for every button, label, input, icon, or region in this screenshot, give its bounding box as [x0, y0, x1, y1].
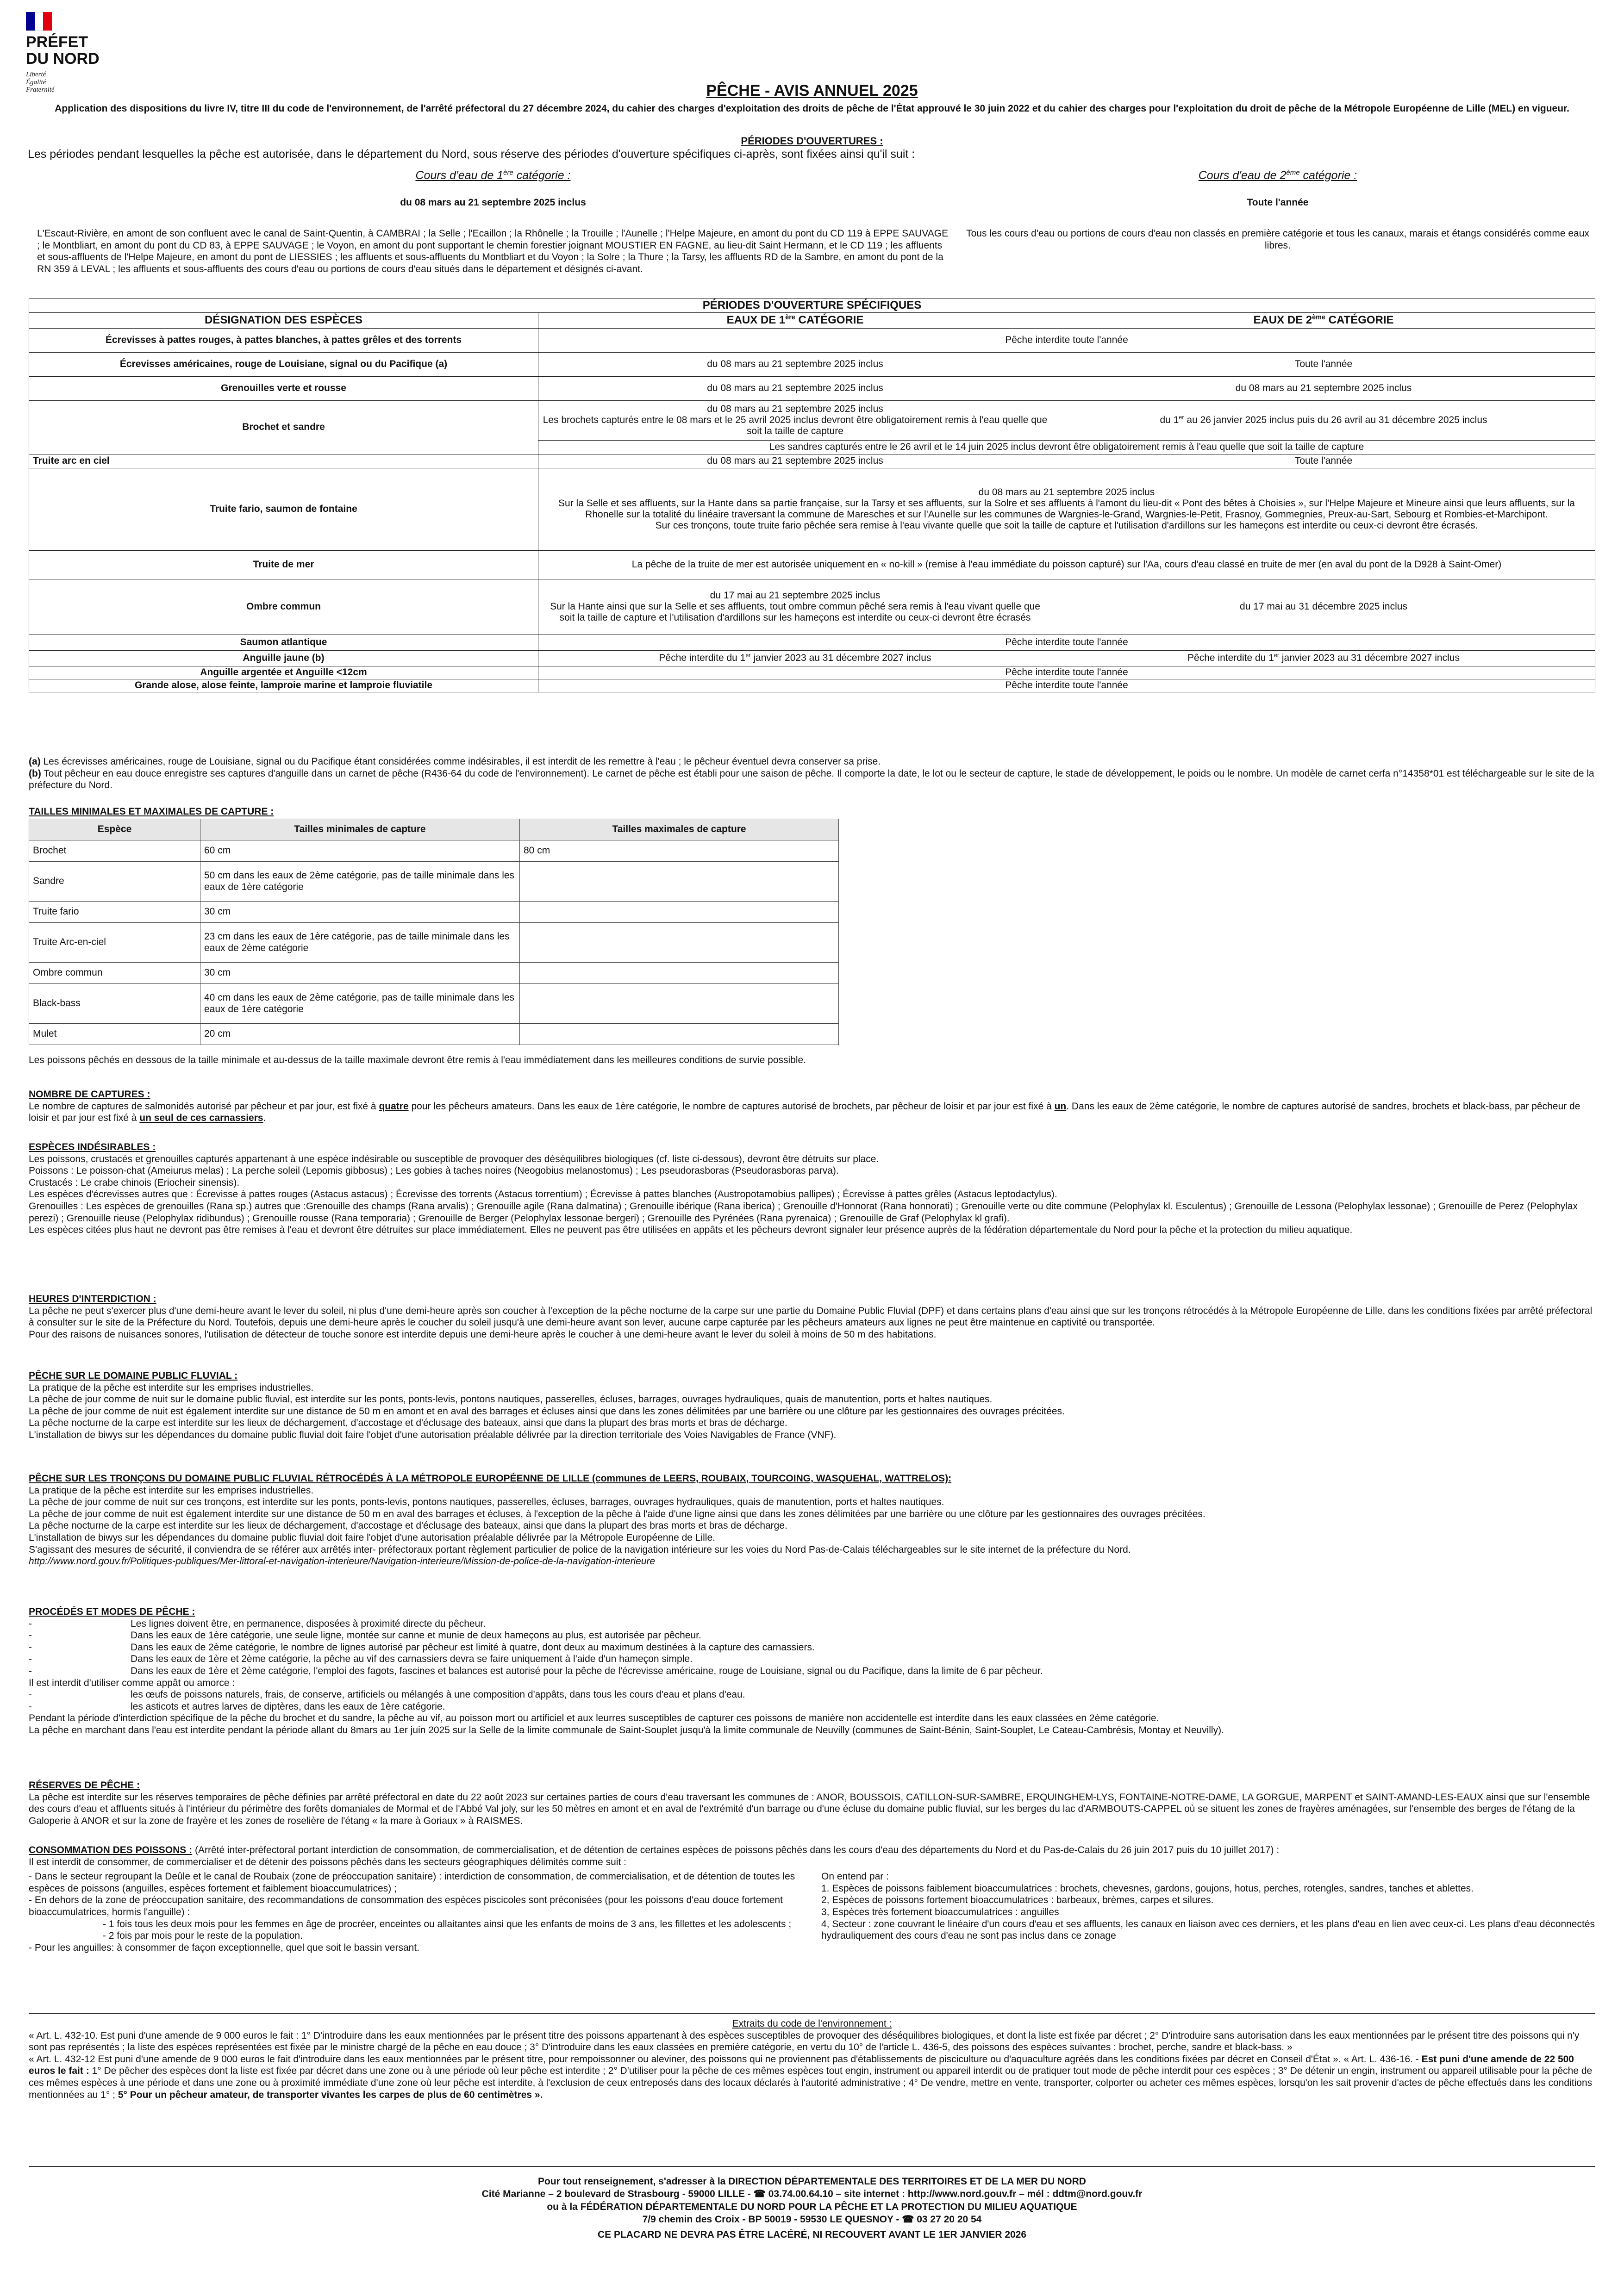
undesirable-title: ESPÈCES INDÉSIRABLES :: [29, 1142, 156, 1152]
table-row: Sandre 50 cm dans les eaux de 2ème catégorie, pas de taille minimale dans les eaux de 1ère catégorie: [29, 862, 839, 902]
table-row: Écrevisses à pattes rouges, à pattes blanches, à pattes grêles et des torrents Pêche interdite toute l'année: [29, 328, 1595, 352]
table-notes: [29, 756, 1595, 791]
code-extracts-title: Extraits du code de l'environnement :: [732, 2018, 892, 2029]
table-row: Mulet 20 cm: [29, 1024, 839, 1045]
french-flag-icon: [26, 12, 52, 31]
col-species: DÉSIGNATION DES ESPÈCES: [29, 312, 538, 328]
page-subtitle: Application des dispositions du livre IV, titre III du code de l'environnement, de l'arrêté préfectoral du 27 décembre 2024, du cahier des charges d'exploitation des droits de pêche de l'État approuvé le 30 juin 2022 et du cahier des charges pour l'exploitation du droit de pêche de la Métropole Européenne de Lille (MEL) en vigueur.: [55, 103, 1569, 114]
category-1-dates: du 08 mars au 21 septembre 2025 inclus: [400, 197, 586, 208]
table-row: Anguille argentée et Anguille <12cm Pêche interdite toute l'année: [29, 666, 1595, 679]
table-row: Truite de mer La pêche de la truite de mer est autorisée uniquement en « no-kill » (remise à l'eau immédiate du poisson capturé) sur l'Aa, cours d'eau classé en truite de mer (en aval du pont de la D928 à Saint-Omer): [29, 550, 1595, 579]
republic-motto: Liberté Égalité Fraternité: [26, 71, 55, 94]
captures-section: [29, 1089, 1595, 1124]
org-name: PRÉFET DU NORD: [26, 33, 100, 68]
table-row: Anguille jaune (b) Pêche interdite du 1er janvier 2023 au 31 décembre 2027 inclus Pêche interdite du 1er janvier 2023 au 31 décembre 2027 inclus: [29, 650, 1595, 666]
hours-section: HEURES D'INTERDICTION : La pêche ne peut s'exercer plus d'une demi-heure avant le lever du soleil, ni plus d'une demi-heure après son coucher à l'exception de la pêche nocturne de la carpe sur une partie du Domaine Public Fluvial (DPF) et dans certains plans d'eau ainsi que sur les tronçons rétrocédés à la Métropole Européenne de Lille, dans les conditions fixées par arrêté préfectoral à consulter sur le site de la Préfecture du Nord. Toutefois, depuis une demi-heure après le coucher du soleil jusqu'à une demi-heure avant son lever, aucune carpe capturée par les pêcheurs amateurs aux lignes ne peut être maintenue en captivité ou transportée. Pour des raisons de nuisances sonores, l'utilisation de détecteur de touche sonore est interdite depuis une demi-heure après le coucher à une demi-heure avant le lever du soleil à moins de 50 m des habitations.: [29, 1293, 1595, 1340]
table-row: Grenouilles verte et rousse du 08 mars au 21 septembre 2025 inclus du 08 mars au 21 septembre 2025 inclus: [29, 376, 1595, 400]
placard-notice: CE PLACARD NE DEVRA PAS ÊTRE LACÉRÉ, NI RECOUVERT AVANT LE 1ER JANVIER 2026: [597, 2229, 1027, 2240]
table-row: Truite arc en ciel du 08 mars au 21 septembre 2025 inclus Toute l'année: [29, 454, 1595, 468]
mel-section: PÊCHE SUR LES TRONÇONS DU DOMAINE PUBLIC FLUVIAL RÉTROCÉDÉS À LA MÉTROPOLE EUROPÉENNE DE LILLE (communes de LEERS, ROUBAIX, TOURCOING, WASQUEHAL, WATTRELOS): La pratique de la pêche est interdite sur les emprises industrielles. La pêche de jour comme de nuit sur ces tronçons, est interdite sur les ponts, ponts-levis, pontons nautiques, passerelles, écluses, barrages, ouvrages hydrauliques, quais de manutention, ports et haltes nautiques. La pêche de jour comme de nuit est également interdite sur une distance de 50 m en aval des barrages et écluses, à l'exception de la pêche à l'aide d'une ligne ainsi que dans les zones délimitées par une barrière ou une clôture par les gestionnaires des ouvrages précitées. La pêche nocturne de la carpe est interdite sur les lieux de déchargement, d'accostage et d'éclusage des bateaux, ainsi que dans la plupart des bras morts et bras de décharge. L'installation de biwys sur les dépendances du domaine public fluvial doit faire l'objet d'une autorisation préalable délivrée par la Métropole Européenne de Lille. S'agissant des mesures de sécurité, il conviendra de se référer aux arrêtés inter- préfectoraux portant règlement particulier de police de la navigation intérieure sur les voies du Nord Pas-de-Calais téléchargeables sur le site internet de la préfecture du Nord. http://www.nord.gouv.fr/Politiques-publiques/Mer-littoral-et-navigation-interieure/Navigation-interieure/Mission-de-police-de-la-navigation-interieure: [29, 1473, 1595, 1568]
consumption-rules: - Dans le secteur regroupant la Deûle et le canal de Roubaix (zone de préoccupation sanitaire) : interdiction de consommation, de commercialisation, et de détention de toutes les espèces de poissons (anguilles, espèces fortement et faiblement bioaccumulatrices) ; - En dehors de la zone de préoccupation sanitaire, des recommandations de consommation des espèces piscicoles sont préconisées (pour les poissons d'eau douce fortement bioaccumulatrices, hormis l'anguille) : - 1 fois tous les deux mois pour les femmes en âge de procréer, enceintes ou allaitantes ainsi que les enfants de moins de 3 ans, les fillettes et les adolescents ; - 2 fois par mois pour le reste de la population. - Pour les anguilles: à consommer de façon exceptionnelle, quel que soit le bassin versant.: [29, 1871, 795, 1953]
col-cat2: EAUX DE 2ème CATÉGORIE: [1052, 312, 1595, 328]
ddtm-contact: Cité Marianne – 2 boulevard de Strasbourg - 59000 LILLE - ☎ 03.74.00.64.10 – site internet : http://www.nord.gouv.fr – mél : ddtm@nord.gouv.fr: [481, 2189, 1143, 2200]
table-row: Ombre commun 30 cm: [29, 963, 839, 984]
mel-title: PÊCHE SUR LES TRONÇONS DU DOMAINE PUBLIC FLUVIAL RÉTROCÉDÉS À LA MÉTROPOLE EUROPÉENNE DE LILLE (communes de LEERS, ROUBAIX, TOURCOING, WASQUEHAL, WATTRELOS):: [29, 1473, 952, 1484]
dpf-title: PÊCHE SUR LE DOMAINE PUBLIC FLUVIAL :: [29, 1370, 238, 1381]
table-row: Brochet et sandre du 08 mars au 21 septembre 2025 inclus Les brochets capturés entre le 08 mars et le 25 avril 2025 inclus devront être obligatoirement remis à l'eau quelle que soit la taille de capture du 1er au 26 janvier 2025 inclus puis du 26 avril au 31 décembre 2025 inclus: [29, 400, 1595, 440]
page-title: PÊCHE - AVIS ANNUEL 2025: [706, 82, 918, 100]
table-title: PÉRIODES D'OUVERTURE SPÉCIFIQUES: [29, 299, 1595, 313]
federation-contact: 7/9 chemin des Croix - BP 50019 - 59530 LE QUESNOY - ☎ 03 27 20 20 54: [642, 2214, 982, 2225]
methods-title: PROCÉDÉS ET MODES DE PÊCHE :: [29, 1606, 195, 1617]
table-row: Truite Arc-en-ciel 23 cm dans les eaux de 1ère catégorie, pas de taille minimale dans les eaux de 2ème catégorie: [29, 923, 839, 963]
specific-periods-table: [29, 298, 1595, 692]
periods-intro: Les périodes pendant lesquelles la pêche est autorisée, dans le département du Nord, sous réserve des périodes d'ouverture spécifiques ci-après, sont fixées ainsi qu'il suit :: [28, 148, 915, 161]
consumption-section: CONSOMMATION DES POISSONS : (Arrêté inter-préfectoral portant interdiction de consommation, de commercialisation, et de détention de certaines espèces de poissons pêchés dans les cours d'eau des départements du Nord et du Pas-de-Calais du 26 juin 2017 puis du 10 juillet 2017) : Il est interdit de consommer, de commercialiser et de détenir des poissons pêchés dans les secteurs géographiques délimités comme suit : - Dans le secteur regroupant la Deûle et le canal de Roubaix (zone de préoccupation sanitaire) : interdiction de consommation, de commercialisation, et de détention de toutes les espèces de poissons (anguilles, espèces fortement et faiblement bioaccumulatrices) ; - En dehors de la zone de préoccupation sanitaire, des recommandations de consommation des espèces piscicoles sont préconisées (pour les poissons d'eau douce fortement bioaccumulatrices, hormis l'anguille) : - 1 fois tous les deux mois pour les femmes en âge de procréer, enceintes ou allaitantes ainsi que les enfants de moins de 3 ans, les fillettes et les adolescents ; - 2 fois par mois pour le reste de la population. - Pour les anguilles: à consommer de façon exceptionnelle, quel que soit le bassin versant. On entend par : 1. Espèces de poissons faiblement bioaccumulatrices : brochets, chevesnes, gardons, goujons, hotus, perches, rotengles, sandres, tanches et ablettes. 2, Espèces de poissons fortement bioaccumulatrices : barbeaux, brèmes, carpes et silures. 3, Espèces très fortement bioaccumulatrices : anguilles 4, Secteur : zone couvrant le linéaire d'un cours d'eau et ses affluents, les canaux en liaison avec ces derniers, et les plans d'eau en lien avec ceux-ci. Les plans d'eau déconnectés hydrauliquement des cours d'eau ne sont pas inclus dans ce zonage: [29, 1845, 1595, 1953]
table-row: Écrevisses américaines, rouge de Louisiane, signal ou du Pacifique (a) du 08 mars au 21 septembre 2025 inclus Toute l'année: [29, 352, 1595, 376]
reserves-section: RÉSERVES DE PÊCHE : La pêche est interdite sur les réserves temporaires de pêche définies par arrêté préfectoral en date du 22 août 2023 sur certaines parties de cours d'eau traversant les communes de : ANOR, BOUSSOIS, CATILLON-SUR-SAMBRE, ERQUINGHEM-LYS, FONTAINE-NOTRE-DAME, LA GORGUE, MARPENT et SAINT-AMAND-LES-EAUX ainsi que sur l'ensemble des cours d'eau et affluents situés à l'intérieur du périmètre des forêts domaniales de Mormal et de l'Abbé Val joly, sur les 50 mètres en amont et en aval de l'extrémité d'un barrage ou d'une écluse du domaine public fluvial, sur les berges du lac d'ARMBOUTS-CAPPEL où se situent les zones de frayères aménagées, sur l'ensemble des berges de l'étang de la Galoperie à ANOR et sur la zone de frayère et les zones de roselière de l'étang « la mare à Goriaux » à RAISMES.: [29, 1780, 1595, 1827]
hours-title: HEURES D'INTERDICTION :: [29, 1294, 156, 1304]
category-2-rivers: Tous les cours d'eau ou portions de cours d'eau non classés en première catégorie et tous les canaux, marais et étangs considérés comme eaux libres.: [966, 228, 1589, 251]
dpf-section: PÊCHE SUR LE DOMAINE PUBLIC FLUVIAL : La pratique de la pêche est interdite sur les emprises industrielles. La pêche de jour comme de nuit sur le domaine public fluvial, est interdite sur les ponts, ponts-levis, pontons nautiques, passerelles, écluses, barrages, ouvrages hydrauliques, quais de manutention, ports et haltes nautiques. La pêche de jour comme de nuit est également interdite sur une distance de 50 m en amont et en aval des barrages et écluses ainsi que dans les zones délimitées par une barrière ou une clôture par les gestionnaires des ouvrages précitées. La pêche nocturne de la carpe est interdite sur les lieux de déchargement, d'accostage et d'éclusage des bateaux, ainsi que dans la plupart des bras morts et bras de décharge. L'installation de biwys sur les dépendances du domaine public fluvial doit faire l'objet d'une autorisation préalable délivrée par la direction territoriale des Voies Navigables de France (VNF).: [29, 1370, 1595, 1441]
divider: [29, 2166, 1595, 2167]
sizes-note: Les poissons pêchés en dessous de la taille minimale et au-dessus de la taille maximale devront être remis à l'eau immédiatement dans les meilleures conditions de survie possible.: [29, 1055, 806, 1065]
navigation-police-link[interactable]: http://www.nord.gouv.fr/Politiques-publiques/Mer-littoral-et-navigation-interieure/Navigation-interieure/Mission-de-police-de-la-navigation-interieure: [29, 1556, 656, 1567]
table-row: Ombre commun du 17 mai au 21 septembre 2025 inclus Sur la Hante ainsi que sur la Selle et ses affluents, tout ombre commun pêché sera remis à l'eau vivant quelle que soit la taille de capture et l'utilisation d'ardillons sur les hameçons est interdite ou ceux-ci devront être écrasés du 17 mai au 31 décembre 2025 inclus: [29, 579, 1595, 635]
col-cat1: EAUX DE 1ère CATÉGORIE: [538, 312, 1052, 328]
table-row: Truite fario, saumon de fontaine du 08 mars au 21 septembre 2025 inclus Sur la Selle et ses affluents, sur la Hante dans sa partie française, sur la Tarsy et ses affluents, sur la Solre et ses affluents à l'amont du lieu-dit « Pont des bêtes à Choisies », sur l'Helpe Majeure et Mineure ainsi que leurs affluents, sur la Rhonelle sur la totalité du linéaire traversant la commune de Maresches et sur l'Aunelle sur les communes de Wargnies-le-Grand, Wargnies-le-Petit, Frasnoy, Gommegnies, Preux-au-Sart, Sebourg et Rombies-et-Marchipont. Sur ces tronçons, toute truite fario pêchée sera remise à l'eau vivante quelle que soit la taille de capture et l'utilisation d'ardillons sur les hameçons est interdite ou ceux-ci devront être écrasés.: [29, 468, 1595, 550]
code-extracts: Extraits du code de l'environnement : « Art. L. 432-10. Est puni d'une amende de 9 000 euros le fait : 1° D'introduire dans les eaux mentionnées par le présent titre des poissons appartenant à des espèces susceptibles de provoquer des déséquilibres biologiques, et dont la liste est fixée par décret ; 2° D'introduire sans autorisation dans les eaux mentionnées par le présent titre des poissons qui n'y sont pas représentés ; la liste des espèces représentées est fixée par le ministre chargé de la pêche en eau douce ; 3° D'introduire dans les eaux classées en première catégorie, en vertu du 10° de l'article L. 436-5, des poissons des espèces suivantes : brochet, perche, sandre et black-bass. » « Art. L. 432-12 Est puni d'une amende de 9 000 euros le fait d'introduire dans les eaux mentionnées par le présent titre, pour rempoissonner ou aleviner, des poissons qui ne proviennent pas d'établissements de pisciculture ou d'aquaculture agréés dans les conditions fixées par décret en Conseil d'État ». « Art. L. 436-16. - Est puni d'une amende de 22 500 euros le fait : 1° De pêcher des espèces dont la liste est fixée par décret dans une zone ou à une période où leur pêche est interdite ; 2° D'utiliser pour la pêche de ces mêmes espèces tout engin, instrument ou appareil interdit ou de pratiquer tout mode de pêche interdit pour ces espèces ; 3° De détenir un engin, instrument ou appareil utilisable pour la pêche de ces mêmes espèces à une période et dans une zone ou à proximité immédiate d'une zone où leur pêche est interdite, à l'exclusion de ceux entreposés dans des locaux déclarés à l'autorité administrative ; 4° De vendre, mettre en vente, transporter, colporter ou acheter ces mêmes espèces, lorsqu'on les sait provenir d'actes de pêche effectués dans les conditions mentionnées au 1° ; 5° Pour un pêcheur amateur, de transporter vivantes les carpes de plus de 60 centimètres ».: [29, 2018, 1595, 2101]
note-a: (a) Les écrevisses américaines, rouge de Louisiane, signal ou du Pacifique étant considérées comme indésirables, il est interdit de les remettre à l'eau ; le pêcheur éventuel devra conserver sa prise.: [29, 756, 881, 767]
captures-text: Le nombre de captures de salmonidés autorisé par pêcheur et par jour, est fixé à quatre pour les pêcheurs amateurs. Dans les eaux de 1ère catégorie, le nombre de captures autorisé de brochets, par pêcheur de loisir et par jour est fixé à un. Dans les eaux de 2ème catégorie, le nombre de captures autorisé de sandres, brochets et black-bass, par pêcheur de loisir et par jour est fixé à un seul de ces carnassiers.: [29, 1101, 1580, 1124]
category-2-dates: Toute l'année: [1247, 197, 1309, 208]
table-row: Grande alose, alose feinte, lamproie marine et lamproie fluviatile Pêche interdite toute l'année: [29, 679, 1595, 692]
note-b: (b) Tout pêcheur en eau douce enregistre ses captures d'anguille dans un carnet de pêche (R436-64 du code de l'environnement). Le carnet de pêche est établi pour une saison de pêche. Il comporte la date, le lot ou le secteur de capture, le stade de développement, le poids ou le nombre. Un modèle de carnet cerfa n°14358*01 est téléchargeable sur le site de la préfecture du Nord.: [29, 768, 1594, 791]
reserves-title: RÉSERVES DE PÊCHE :: [29, 1780, 140, 1791]
table-row: Truite fario 30 cm: [29, 902, 839, 923]
captures-title: NOMBRE DE CAPTURES :: [29, 1089, 150, 1100]
undesirable-section: ESPÈCES INDÉSIRABLES : Les poissons, crustacés et grenouilles capturés appartenant à une espèce indésirable ou susceptible de provoquer des déséquilibres biologiques (cf. liste ci-dessous), devront être détruits sur place. Poissons : Le poisson-chat (Ameiurus melas) ; La perche soleil (Lepomis gibbosus) ; Les gobies à taches noires (Neogobius melanostomus) ; Les pseudorasboras (Pseudorasboras parva). Crustacés : Le crabe chinois (Eriocheir sinensis). Les espèces d'écrevisses autres que : Écrevisse à pattes rouges (Astacus astacus) ; Écrevisse des torrents (Astacus torrentium) ; Écrevisse à pattes blanches (Austropotamobius pallipes) ; Écrevisse à pattes grêles (Astacus leptodactylus). Grenouilles : Les espèces de grenouilles (Rana sp.) autres que :Grenouille des champs (Rana arvalis) ; Grenouille agile (Rana dalmatina) ; Grenouille ibérique (Rana iberica) ; Grenouille d'Honnorat (Rana honnorati) ; Grenouille verte ou dite commune (Pelophylax kl. Esculentus) ; Grenouille de Lessona (Pelophylax lessonae) ; Grenouille de Perez (Pelophylax perezi) ; Grenouille rieuse (Pelophylax ridibundus) ; Grenouille rousse (Rana temporaria) ; Grenouille de Berger (Pelophylax lessonae bergeri) ; Grenouille des Pyrénées (Rana pyrenaica) ; Grenouille de Graf (Pelophylax kl grafi). Les espèces citées plus haut ne devront pas être remises à l'eau et devront être détruites sur place immédiatement. Elles ne peuvent pas être utilisées en appâts et les pêcheurs devront signaler leur présence auprès de la fédération départementale du Nord pour la pêche et la protection du milieu aquatique.: [29, 1141, 1595, 1236]
size-limits-table: Espèce Tailles minimales de capture Tailles maximales de capture Brochet 60 cm 80 cm Sandre 50 cm dans les eaux de 2ème catégorie, pas de taille minimale dans les eaux de 1ère catégorie Truite fario 30 cm Truite Arc-en-ciel 23 cm dans les eaux de 1ère catégorie, pas de taille minimale dans les eaux de 2ème catégorie Ombre commun 30 cm Black-bass 40 cm dans les eaux de 2ème catégorie, pas de taille minimale dans les eaux de 1ère catégorie Mulet 20 cm: [29, 819, 839, 1045]
category-1-column: [37, 168, 949, 275]
category-2-heading: Cours d'eau de 2ème catégorie :: [1198, 168, 1357, 182]
methods-section: PROCÉDÉS ET MODES DE PÊCHE : - Les lignes doivent être, en permanence, disposées à proximité directe du pêcheur. - Dans les eaux de 1ère catégorie, une seule ligne, montée sur canne et munie de deux hameçons au plus, est autorisée par pêcheur. - Dans les eaux de 2ème catégorie, le nombre de lignes autorisé par pêcheur est limité à quatre, dont deux au maximum destinées à la capture des carnassiers. - Dans les eaux de 1ère et 2ème catégorie, la pêche au vif des carnassiers devra se faire uniquement à l'aide d'un hameçon simple. - Dans les eaux de 1ère et 2ème catégorie, l'emploi des fagots, fascines et balances est autorisé pour la pêche de l'écrevisse américaine, rouge de Louisiane, signal ou du Pacifique, dans la limite de 6 par pêcheur. Il est interdit d'utiliser comme appât ou amorce : - les œufs de poissons naturels, frais, de conserve, artificiels ou mélangés à une composition d'appâts, dans tous les cours d'eau et plans d'eau. - les asticots et autres larves de diptères, dans les eaux de 1ère catégorie. Pendant la période d'interdiction spécifique de la pêche du brochet et du sandre, la pêche au vif, au poisson mort ou artificiel et aux leurres susceptibles de capturer ces poissons de manière non accidentelle est interdite dans les eaux classées en 2ème catégorie. La pêche en marchant dans l'eau est interdite pendant la période allant du 8mars au 1er juin 2025 sur la Selle de la limite communale de Saint-Souplet jusqu'à la limite communale de Neuvilly (communes de Saint-Bénin, Saint-Souplet, Le Cateau-Cambrésis, Montay et Neuvilly).: [29, 1606, 1595, 1736]
category-1-heading: Cours d'eau de 1ère catégorie :: [415, 168, 571, 182]
consumption-definitions: On entend par : 1. Espèces de poissons faiblement bioaccumulatrices : brochets, chevesnes, gardons, goujons, hotus, perches, rotengles, sandres, tanches et ablettes. 2, Espèces de poissons fortement bioaccumulatrices : barbeaux, brèmes, carpes et silures. 3, Espèces très fortement bioaccumulatrices : anguilles 4, Secteur : zone couvrant le linéaire d'un cours d'eau et ses affluents, les canaux en liaison avec ces derniers, et les plans d'eau en lien avec ceux-ci. Les plans d'eau déconnectés hydrauliquement des cours d'eau ne sont pas inclus dans ce zonage: [821, 1871, 1595, 1941]
consumption-title: CONSOMMATION DES POISSONS :: [29, 1845, 193, 1855]
category-1-rivers: L'Escaut-Rivière, en amont de son confluent avec le canal de Saint-Quentin, à CAMBRAI ; la Selle ; l'Ecaillon ; la Rhônelle ; la Trouille ; l'Aunelle ; l'Helpe Majeure, en amont du pont du CD 119 à EPPE SAUVAGE ; le Montbliart, en amont du pont du CD 83, à EPPE SAUVAGE ; le Voyon, en amont du pont supportant le chemin forestier joignant MOUSTIER EN FAGNE, au lieu-dit Saint Hermann, et le CD 119 ; les affluents et sous-affluents de l'Helpe Majeure, en amont du pont de LIESSIES ; les affluents et sous-affluents du Montbliart et du Voyon ; la Solre ; la Thure ; la Tarsy, les affluents RD de la Sambre, en amont du pont de la RN 359 à LEVAL ; les affluents et sous-affluents des cours d'eau ou portions de cours d'eau situés dans le département et désignés ci-avant.: [37, 228, 949, 274]
periods-title: PÉRIODES D'OUVERTURES :: [741, 135, 883, 147]
table-row: Les sandres capturés entre le 26 avril et le 14 juin 2025 inclus devront être obligatoirement remis à l'eau quelle que soit la taille de capture: [29, 440, 1595, 454]
table-row: Black-bass 40 cm dans les eaux de 2ème catégorie, pas de taille minimale dans les eaux de 1ère catégorie: [29, 984, 839, 1024]
table-row: Brochet 60 cm 80 cm: [29, 840, 839, 862]
category-2-column: [958, 168, 1597, 251]
sizes-section: [29, 806, 1595, 818]
footer: Pour tout renseignement, s'adresser à la DIRECTION DÉPARTEMENTALE DES TERRITOIRES ET DE LA MER DU NORD Cité Marianne – 2 boulevard de Strasbourg - 59000 LILLE - ☎ 03.74.00.64.10 – site internet : http://www.nord.gouv.fr – mél : ddtm@nord.gouv.fr ou à la FÉDÉRATION DÉPARTEMENTALE DU NORD POUR LA PÊCHE ET LA PROTECTION DU MILIEU AQUATIQUE 7/9 chemin des Croix - BP 50019 - 59530 LE QUESNOY - ☎ 03 27 20 20 54 CE PLACARD NE DEVRA PAS ÊTRE LACÉRÉ, NI RECOUVERT AVANT LE 1ER JANVIER 2026: [29, 2175, 1595, 2241]
table-row: Saumon atlantique Pêche interdite toute l'année: [29, 635, 1595, 650]
divider: [29, 2013, 1595, 2014]
sizes-title: TAILLES MINIMALES ET MAXIMALES DE CAPTURE :: [29, 806, 274, 817]
